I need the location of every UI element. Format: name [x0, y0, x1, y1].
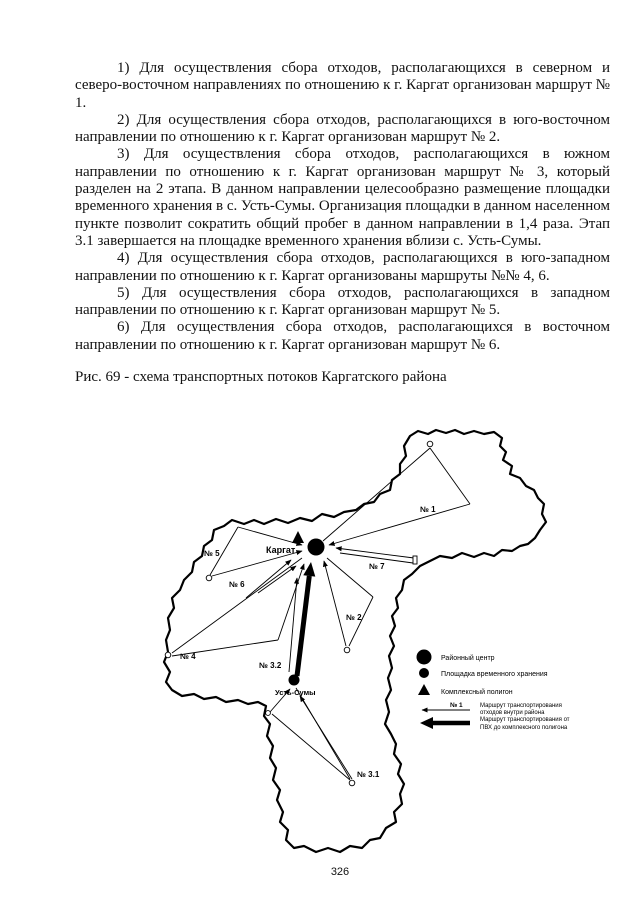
waste-point-marker	[165, 652, 171, 658]
route-2-segment	[327, 558, 373, 597]
waste-point-marker	[206, 575, 212, 581]
map-legend	[417, 650, 570, 732]
waste-point-marker	[344, 647, 350, 653]
legend-route-sample-label: № 1	[450, 702, 463, 709]
transport-flow-map	[0, 420, 640, 860]
route-4-label: № 4	[180, 652, 196, 661]
route-2	[324, 558, 373, 646]
route-3-2-label: № 3.2	[259, 661, 282, 670]
legend-internal-route-label: Маршрут транспортирования	[480, 703, 562, 709]
legend-internal-route-label: отходов внутри района	[480, 710, 545, 716]
legend-district-center-label: Районный центр	[441, 655, 495, 662]
waste-point-marker	[349, 780, 355, 786]
route-1-segment	[430, 448, 470, 504]
route-3-1-label: № 3.1	[357, 770, 380, 779]
paragraph-route-6: 6) Для осуществления сбора отходов, располагающихся в восточном направлении по отношению к г. Каргат организован маршрут № 6.	[75, 319, 610, 353]
route-2-label: № 2	[346, 613, 362, 622]
route-3-1-segment	[272, 714, 350, 780]
paragraph-route-5: 5) Для осуществления сбора отходов, располагающихся в западном направлении по отношению к г. Каргат организован маршрут № 5.	[75, 284, 610, 319]
waste-point-marker	[266, 711, 271, 716]
paragraph-route-3: 3) Для осуществления сбора отходов, располагающихся в южном направлении по отношению к г. Каргат организован маршрут № 3, который разделен на 2 этапа. В данном направлении целесообразно размещение площадки временного хранения в с. Усть-Сумы. Организация площадки в данном населенном пункте позволит сократить общий пробег в данном направлении в 1,4 раза. Этап 3.1 завершается на площадке временного хранения вблизи с. Усть-Сумы.	[75, 146, 611, 249]
route-6-segment	[246, 560, 291, 598]
route-7	[336, 548, 414, 563]
route-1-label: № 1	[420, 505, 436, 514]
route-3-1-segment	[300, 696, 352, 779]
route-3-2-thick-arrow	[297, 576, 309, 676]
district-center-icon	[308, 539, 325, 556]
temporary-storage-icon	[289, 675, 300, 686]
legend-temporary-storage-icon	[419, 668, 429, 678]
page-number: 326	[330, 866, 350, 878]
route-6-label: № 6	[229, 580, 245, 589]
route-5-label: № 5	[204, 549, 220, 558]
waste-point-marker	[413, 556, 417, 564]
paragraph-route-2: 2) Для осуществления сбора отходов, располагающихся в юго-восточном направлении по отношению к г. Каргат организован маршрут № 2.	[75, 111, 610, 146]
route-7-segment	[336, 548, 414, 558]
legend-complex-landfill-icon	[418, 684, 430, 695]
route-4-segment	[278, 564, 304, 640]
ust-sumy-label: Усть-Сумы	[275, 688, 316, 697]
kargat-label: Каргат	[266, 545, 296, 555]
route-7-label: № 7	[369, 562, 385, 571]
body-text	[75, 60, 610, 386]
figure-caption: Рис. 69 - схема транспортных потоков Каргатского района	[75, 369, 447, 386]
complex-landfill-icon	[292, 531, 304, 543]
route-3-2-segment	[289, 578, 297, 672]
legend-pvh-route-arrowhead	[420, 717, 433, 729]
route-6	[246, 560, 296, 598]
route-3-2-arrowhead	[303, 562, 315, 577]
legend-pvh-route-label: Маршрут транспортирования от	[480, 717, 570, 723]
route-3-2	[289, 562, 315, 676]
legend-complex-landfill-label: Комплексный полигон	[441, 689, 513, 696]
paragraph-route-1: 1) Для осуществления сбора отходов, располагающихся в северном и северо-восточном направлениях по отношению к г. Каргат организован маршрут № 1.	[75, 60, 610, 111]
legend-district-center-icon	[417, 650, 432, 665]
route-2-segment	[324, 561, 346, 646]
district-boundary	[164, 430, 546, 852]
route-1	[323, 448, 470, 545]
legend-temporary-storage-label: Площадка временного хранения	[441, 671, 548, 678]
legend-pvh-route-label: ПВХ до комплексного полигона	[480, 725, 568, 731]
paragraph-route-4-6: 4) Для осуществления сбора отходов, располагающихся в юго-западном направлении по отношению к г. Каргат организованы маршруты №№ 4, 6.	[75, 250, 610, 284]
route-6-segment	[258, 566, 296, 593]
route-1-segment	[323, 448, 430, 541]
route-3-1	[270, 688, 352, 780]
waste-point-marker	[427, 441, 433, 447]
